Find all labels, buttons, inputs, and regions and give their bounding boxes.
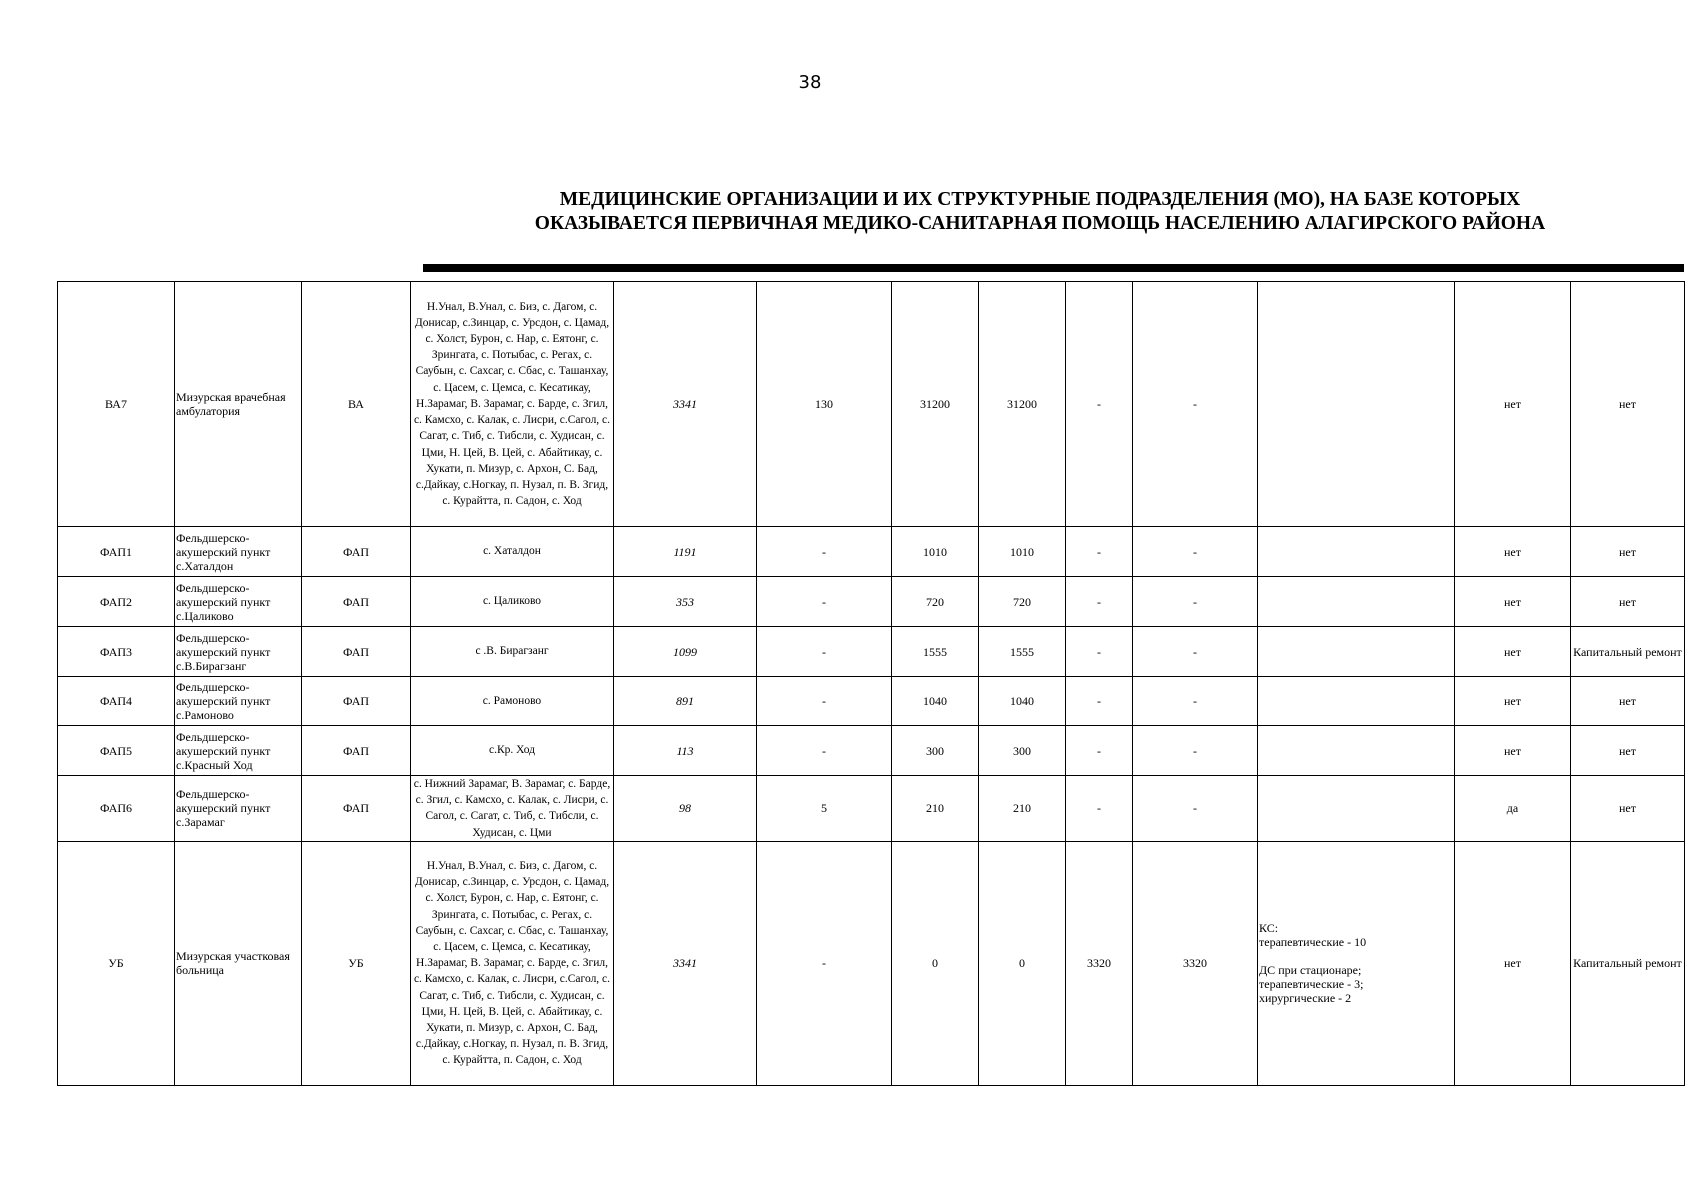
cell-population: 3341 xyxy=(614,841,757,1085)
table-body xyxy=(58,282,1685,1086)
notes-line: ДС при стационаре; xyxy=(1259,963,1362,978)
cell-type: ФАП xyxy=(302,776,411,842)
notes-line xyxy=(1259,949,1453,963)
cell-col7: 1555 xyxy=(892,627,979,677)
cell-population: 353 xyxy=(614,577,757,627)
cell-notes xyxy=(1258,527,1455,577)
cell-col8: 1040 xyxy=(979,677,1066,726)
title-rule xyxy=(423,264,1684,272)
cell-col13: нет xyxy=(1571,527,1685,577)
cell-col9: - xyxy=(1066,527,1133,577)
cell-col13: Капитальный ремонт xyxy=(1571,627,1685,677)
cell-notes xyxy=(1258,677,1455,726)
cell-name: Фельдшерско-акушерский пункт с.Хаталдон xyxy=(175,527,302,577)
cell-name: Фельдшерско-акушерский пункт с.Рамоново xyxy=(175,677,302,726)
cell-localities: с. Рамоново xyxy=(411,677,614,726)
cell-col10: 3320 xyxy=(1133,841,1258,1085)
cell-col7: 31200 xyxy=(892,282,979,527)
cell-type: ФАП xyxy=(302,577,411,627)
cell-col8: 300 xyxy=(979,726,1066,776)
cell-col13: нет xyxy=(1571,282,1685,527)
cell-localities: Н.Унал, В.Унал, с. Биз, с. Дагом, с. Донисар, с.Зинцар, с. Урсдон, с. Цамад, с. Холст, Бурон, с. Нар, с. Еятонг, с. Зрингата, с. Потыбас, с. Регах, с. Саубын, с. Сахсаг, с. Сбас, с. Ташанхау, с. Цасем, с. Цемса, с. Кесатикау, Н.Зарамаг, В. Зарамаг, с. Барде, с. Згил, с. Камсхо, с. Калак, с. Лисри, с.Сагол, с. Сагат, с. Тиб, с. Тибсли, с. Худисан, с. Цми, Н. Цей, В. Цей, с. Абайтикау, с. Хукати, п. Мизур, с. Архон, С. Бад, с.Дайкау, с.Ногкау, п. Нузал, п. В. Згид, с. Курайтта, п. Садон, с. Ход xyxy=(411,841,614,1085)
cell-localities: с. Нижний Зарамаг, В. Зарамаг, с. Барде, с. Згил, с. Камсхо, с. Калак, с. Лисри, с. Сагол, с. Сагат, с. Тиб, с. Тибсли, с. Худисан, с. Цми xyxy=(411,776,614,842)
cell-col7: 1010 xyxy=(892,527,979,577)
cell-col9: 3320 xyxy=(1066,841,1133,1085)
cell-code: ФАП3 xyxy=(58,627,175,677)
cell-code: ФАП5 xyxy=(58,726,175,776)
cell-col8: 210 xyxy=(979,776,1066,842)
cell-notes xyxy=(1258,627,1455,677)
cell-population: 98 xyxy=(614,776,757,842)
cell-notes xyxy=(1258,726,1455,776)
page-title xyxy=(440,188,1640,236)
cell-col7: 300 xyxy=(892,726,979,776)
cell-name: Фельдшерско-акушерский пункт с.Цаликово xyxy=(175,577,302,627)
cell-col9: - xyxy=(1066,577,1133,627)
cell-col10: - xyxy=(1133,776,1258,842)
cell-col13: нет xyxy=(1571,677,1685,726)
cell-col10: - xyxy=(1133,726,1258,776)
cell-col9: - xyxy=(1066,282,1133,527)
cell-col7: 0 xyxy=(892,841,979,1085)
cell-population: 1191 xyxy=(614,527,757,577)
cell-col12: нет xyxy=(1455,282,1571,527)
notes-line: терапевтические - 3; xyxy=(1259,977,1364,992)
table-row xyxy=(58,776,1685,842)
cell-col9: - xyxy=(1066,776,1133,842)
table-row xyxy=(58,282,1685,527)
cell-col10: - xyxy=(1133,677,1258,726)
cell-col10: - xyxy=(1133,577,1258,627)
table-row xyxy=(58,627,1685,677)
cell-notes xyxy=(1258,577,1455,627)
table-row xyxy=(58,726,1685,776)
cell-col7: 1040 xyxy=(892,677,979,726)
cell-code: ВА7 xyxy=(58,282,175,527)
cell-col8: 1555 xyxy=(979,627,1066,677)
cell-type: ФАП xyxy=(302,726,411,776)
cell-code: УБ xyxy=(58,841,175,1085)
page-title-line-2: ОКАЗЫВАЕТСЯ ПЕРВИЧНАЯ МЕДИКО-САНИТАРНАЯ ПОМОЩЬ НАСЕЛЕНИЮ АЛАГИРСКОГО РАЙОНА xyxy=(534,213,1546,234)
cell-name: Мизурская участковая больница xyxy=(175,841,302,1085)
cell-col10: - xyxy=(1133,282,1258,527)
cell-col9: - xyxy=(1066,627,1133,677)
cell-localities: с.Кр. Ход xyxy=(411,726,614,776)
cell-population: 891 xyxy=(614,677,757,726)
cell-type: ФАП xyxy=(302,677,411,726)
cell-code: ФАП4 xyxy=(58,677,175,726)
cell-localities: с .В. Бирагзанг xyxy=(411,627,614,677)
table-row xyxy=(58,841,1685,1085)
cell-name: Фельдшерско-акушерский пункт с.В.Бирагзанг xyxy=(175,627,302,677)
table-row xyxy=(58,527,1685,577)
cell-population: 3341 xyxy=(614,282,757,527)
cell-col12: нет xyxy=(1455,577,1571,627)
cell-notes xyxy=(1258,282,1455,527)
cell-type: УБ xyxy=(302,841,411,1085)
page-title-line-1: МЕДИЦИНСКИЕ ОРГАНИЗАЦИИ И ИХ СТРУКТУРНЫЕ ПОДРАЗДЕЛЕНИЯ (МО), НА БАЗЕ КОТОРЫХ xyxy=(559,189,1521,210)
notes-line: терапевтические - 10 xyxy=(1259,935,1367,950)
cell-col8: 0 xyxy=(979,841,1066,1085)
cell-col7: 720 xyxy=(892,577,979,627)
table-row xyxy=(58,677,1685,726)
cell-col12: нет xyxy=(1455,627,1571,677)
cell-type: ВА xyxy=(302,282,411,527)
cell-col12: нет xyxy=(1455,527,1571,577)
notes-line: КС: xyxy=(1259,921,1279,936)
cell-code: ФАП6 xyxy=(58,776,175,842)
cell-col9: - xyxy=(1066,677,1133,726)
cell-col12: нет xyxy=(1455,677,1571,726)
cell-col12: да xyxy=(1455,776,1571,842)
cell-name: Фельдшерско-акушерский пункт с.Красный Ход xyxy=(175,726,302,776)
cell-col6: - xyxy=(757,677,892,726)
organizations-table xyxy=(57,281,1685,1086)
cell-col6: - xyxy=(757,726,892,776)
cell-name: Фельдшерско-акушерский пункт с.Зарамаг xyxy=(175,776,302,842)
cell-col6: - xyxy=(757,527,892,577)
cell-col6: 5 xyxy=(757,776,892,842)
cell-localities: Н.Унал, В.Унал, с. Биз, с. Дагом, с. Донисар, с.Зинцар, с. Урсдон, с. Цамад, с. Холст, Бурон, с. Нар, с. Еятонг, с. Зрингата, с. Потыбас, с. Регах, с. Саубын, с. Сахсаг, с. Сбас, с. Ташанхау, с. Цасем, с. Цемса, с. Кесатикау, Н.Зарамаг, В. Зарамаг, с. Барде, с. Згил, с. Камсхо, с. Калак, с. Лисри, с.Сагол, с. Сагат, с. Тиб, с. Тибсли, с. Худисан, с. Цми, Н. Цей, В. Цей, с. Абайтикау, с. Хукати, п. Мизур, с. Архон, С. Бад, с.Дайкау, с.Ногкау, п. Нузал, п. В. Згид, с. Курайтта, п. Садон, с. Ход xyxy=(411,282,614,527)
cell-notes xyxy=(1258,841,1455,1085)
cell-population: 1099 xyxy=(614,627,757,677)
cell-col8: 1010 xyxy=(979,527,1066,577)
table-row xyxy=(58,577,1685,627)
cell-col12: нет xyxy=(1455,726,1571,776)
cell-col13: Капитальный ремонт xyxy=(1571,841,1685,1085)
cell-col6: - xyxy=(757,841,892,1085)
cell-col7: 210 xyxy=(892,776,979,842)
cell-population: 113 xyxy=(614,726,757,776)
cell-col6: - xyxy=(757,627,892,677)
cell-col6: - xyxy=(757,577,892,627)
cell-col13: нет xyxy=(1571,726,1685,776)
cell-col8: 31200 xyxy=(979,282,1066,527)
cell-col13: нет xyxy=(1571,577,1685,627)
cell-col10: - xyxy=(1133,627,1258,677)
cell-col13: нет xyxy=(1571,776,1685,842)
cell-col9: - xyxy=(1066,726,1133,776)
page-number: 38 xyxy=(798,72,822,93)
cell-name: Мизурская врачебная амбулатория xyxy=(175,282,302,527)
cell-col12: нет xyxy=(1455,841,1571,1085)
notes-line: хирургические - 2 xyxy=(1259,991,1352,1006)
cell-col8: 720 xyxy=(979,577,1066,627)
cell-notes xyxy=(1258,776,1455,842)
cell-type: ФАП xyxy=(302,527,411,577)
cell-type: ФАП xyxy=(302,627,411,677)
cell-col6: 130 xyxy=(757,282,892,527)
cell-localities: с. Цаликово xyxy=(411,577,614,627)
cell-code: ФАП2 xyxy=(58,577,175,627)
cell-col10: - xyxy=(1133,527,1258,577)
cell-localities: с. Хаталдон xyxy=(411,527,614,577)
cell-code: ФАП1 xyxy=(58,527,175,577)
